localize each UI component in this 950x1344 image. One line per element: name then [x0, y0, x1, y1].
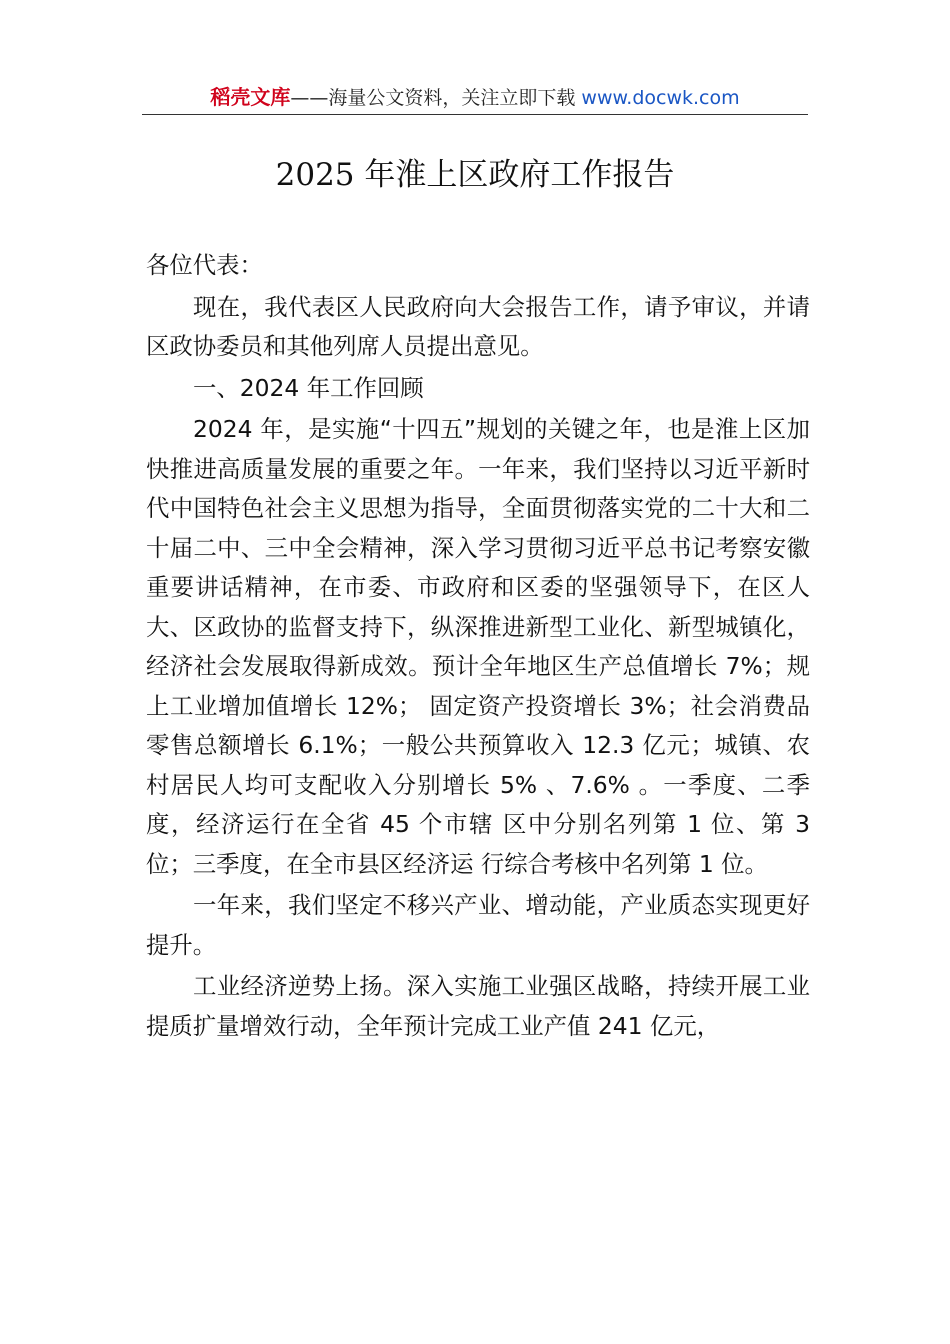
header-divider: [142, 114, 808, 115]
paragraph-review: 2024 年，是实施“十四五”规划的关键之年，也是淮上区加快推进高质量发展的重要之年。一年来，我们坚持以习近平新时代中国特色社会主义思想为指导，全面贯彻落实党的二十大和二十届二中、三中全会精神，深入学习贯彻习近平总书记考察安徽重要讲话精神，在市委、市政府和区委的坚强领导下，在区人大、区政协的监督支持下，纵深推进新型工业化、新型城镇化，经济社会发展取得新成效。预计全年地区生产总值增长 7%；规上工业增加值增长 12%； 固定资产投资增长 3%；社会消费品零售总额增长 6.1%；一般公共预算收入 12.3 亿元；城镇、农村居民人均可支配收入分别增长 5% 、7.6% 。一季度、二季度，经济运行在全省 45 个市辖 区中分别名列第 1 位、第 3 位；三季度，在全市县区经济运 行综合考核中名列第 1 位。: [146, 415, 810, 878]
document-title: 2025 年淮上区政府工作报告: [275, 157, 675, 193]
paragraph-industry: 一年来，我们坚定不移兴产业、增动能，产业质态实现更好提升。: [146, 891, 810, 959]
site-url-link[interactable]: www.docwk.com: [581, 87, 740, 109]
section-heading: 一、2024 年工作回顾: [193, 373, 424, 402]
salutation: 各位代表：: [146, 251, 263, 279]
brand-logo-text: 稻壳文库: [210, 85, 291, 109]
paragraph-intro: 现在，我代表区人民政府向大会报告工作，请予审议，并请区政协委员和其他列席人员提出意见。: [146, 292, 810, 360]
paragraph-industrial-economy: 工业经济逆势上扬。深入实施工业强区战略，持续开展工业提质扩量增效行动，全年预计完成工业产值 241 亿元，: [146, 972, 810, 1040]
header-tagline: ——海量公文资料，关注立即下载: [290, 87, 582, 109]
site-header: [142, 84, 808, 114]
document-body: [146, 246, 810, 1048]
